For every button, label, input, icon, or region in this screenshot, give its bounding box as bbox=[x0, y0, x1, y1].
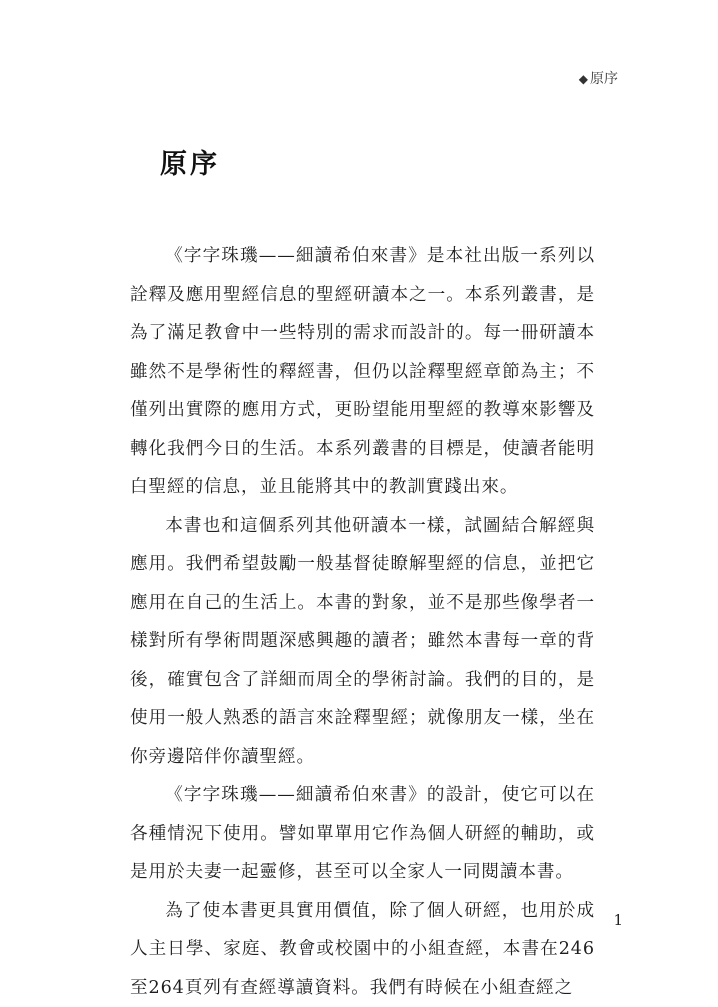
chapter-title: 原序 bbox=[160, 142, 220, 181]
paragraph-1: 《字字珠璣——細讀希伯來書》是本社出版一系列以詮釋及應用聖經信息的聖經研讀本之一。本系列叢書，是為了滿足教會中一些特別的需求而設計的。每一冊研讀本雖然不是學術性的釋經書，但仍以詮釋聖經章節為主；不僅列出實際的應用方式，更盼望能用聖經的教導來影響及轉化我們今日的生活。本系列叢書的目標是，使讀者能明白聖經的信息，並且能將其中的教訓實踐出來。 bbox=[130, 237, 595, 507]
body-text bbox=[130, 237, 595, 1007]
paragraph-4: 為了使本書更具實用價值，除了個人研經，也用於成人主日學、家庭、教會或校園中的小組查經，本書在246至264頁列有查經導讀資料。我們有時候在小組查經之 bbox=[130, 892, 595, 1007]
running-header bbox=[579, 68, 618, 88]
running-header-title: 原序 bbox=[590, 71, 618, 87]
paragraph-3: 《字字珠璣——細讀希伯來書》的設計，使它可以在各種情況下使用。譬如單單用它作為個人研經的輔助，或是用於夫妻一起靈修，甚至可以全家人一同閱讀本書。 bbox=[130, 776, 595, 892]
diamond-icon: ◆ bbox=[579, 72, 588, 86]
page-number: 1 bbox=[613, 911, 623, 929]
paragraph-2: 本書也和這個系列其他研讀本一樣，試圖結合解經與應用。我們希望鼓勵一般基督徒瞭解聖經的信息，並把它應用在自己的生活上。本書的對象，並不是那些像學者一樣對所有學術問題深感興趣的讀者；雖然本書每一章的背後，確實包含了詳細而周全的學術討論。我們的目的，是使用一般人熟悉的語言來詮釋聖經；就像朋友一樣，坐在你旁邊陪伴你讀聖經。 bbox=[130, 507, 595, 777]
